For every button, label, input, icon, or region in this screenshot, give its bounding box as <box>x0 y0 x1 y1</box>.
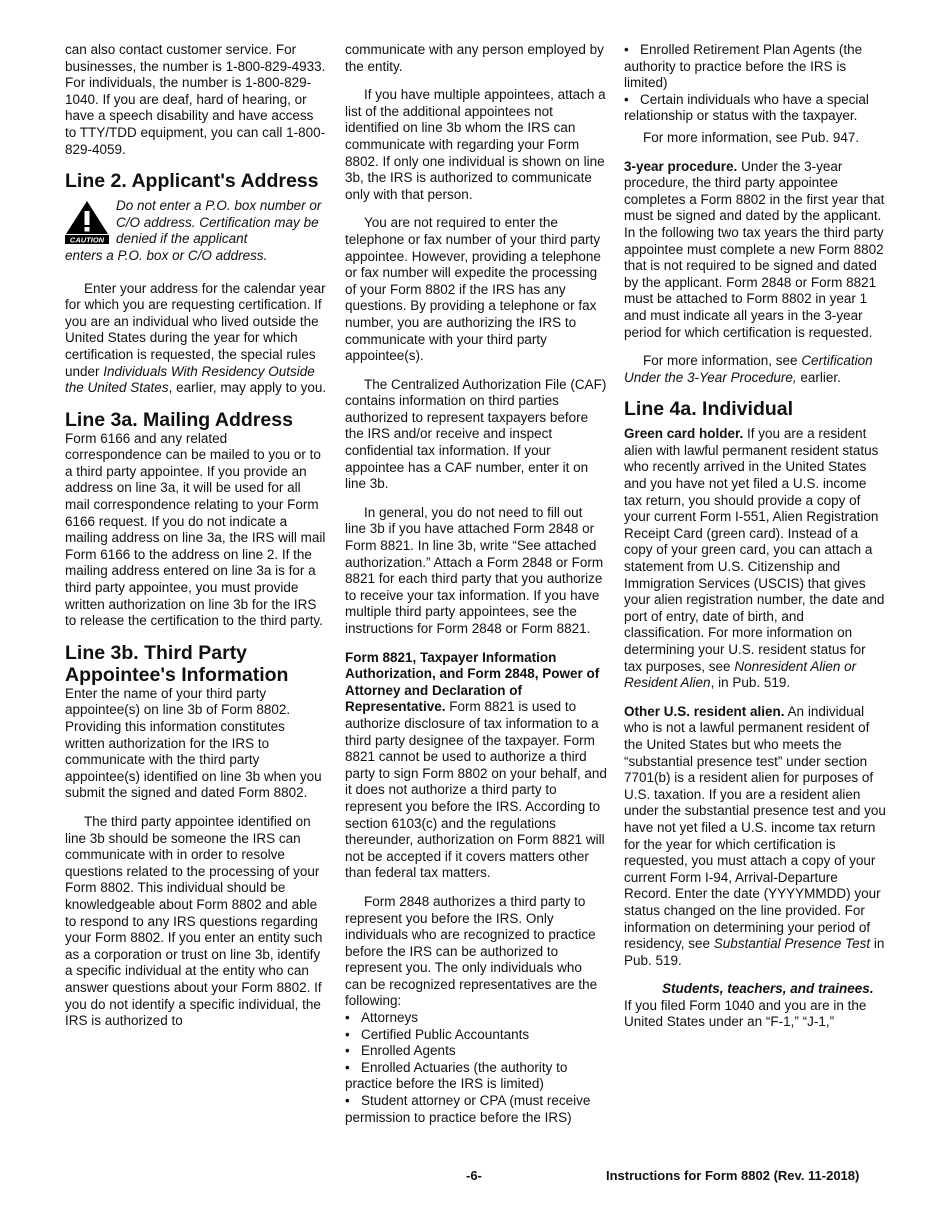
form-8821-heading: Form 8821, Taxpayer Information Authorization, and Form 2848, Power of Attorney and Declaration of Representative. <box>345 649 600 715</box>
three-year-paragraph <box>624 159 886 342</box>
students-heading: Students, teachers, and trainees. <box>662 981 874 997</box>
footer-title: Instructions for Form 8802 (Rev. 11-2018) <box>606 1168 860 1183</box>
green-card-reference: Nonresident Alien or Resident Alien <box>624 658 857 691</box>
other-resident-reference: Substantial Presence Test <box>713 936 871 952</box>
address-paragraph <box>65 281 327 397</box>
more-info-reference: Certification Under the 3-Year Procedure, <box>624 353 873 385</box>
pub-947-paragraph: For more information, see Pub. 947. <box>643 129 860 145</box>
heading-line-3b: Line 3b. Third Party Appointee's Information <box>65 641 289 686</box>
three-year-text: Under the 3-year procedure, the third party appointee completes a Form 8802 in the first year that must be signed and dated by the applicant. In the following two tax years the third party appointee must complete a new Form 8802 that is not required to be signed and dated by the applicant. Form 2848 or Form 8821 must be attached to Form 8802 in year 1 and must indicate all years in the 3-year period for which certification is requested. <box>624 158 885 340</box>
other-resident-paragraph <box>624 704 886 970</box>
phone-paragraph: You are not required to enter the telephone or fax number of your third party appointee. However, providing a telephone or fax number will expedite the processing of your Form 8802 if the IRS has any questions. By providing a telephone or fax number, you are authorizing the IRS to communicate with your third party appointee(s). <box>345 215 601 364</box>
address-text: Enter your address for the calendar year for which you are requesting certification. If you are an individual who lived outside the United States during the year for which certification is requested, the special rules under <box>65 280 326 379</box>
mailing-paragraph: Form 6166 and any related correspondence can be mailed to you or to a third party appointee. If you provide an address on line 3a, it will be used for all mail correspondence relating to your Form 6166 request. If you do not indicate a mailing address on line 3a, the IRS will mail Form 6166 to the address on line 2. If the mailing address entered on line 3a is for a third party appointee, you must provide written authorization on line 3b for the IRS to release the certification to the third party. <box>65 430 326 629</box>
appointee-paragraph-2: The third party appointee identified on line 3b should be someone the IRS can communicate with in order to resolve questions related to the processing of your Form 8802. This individual should be knowledgeable about Form 8802 and able to respond to any IRS questions regarding your Form 8802. If you enter an entity such as a corporation or trust on line 3b, identify a specific individual at the entity who can answer questions about your Form 8802. If you do not identify a specific individual, the IRS is authorized to <box>65 813 323 1029</box>
more-info-paragraph <box>624 353 886 386</box>
list-item: • Enrolled Retirement Plan Agents (the authority to practice before the IRS is limited) <box>624 42 886 92</box>
address-reference: Individuals With Residency Outside the United States <box>65 363 315 396</box>
students-text: If you filed Form 1040 and you are in the United States under an “F-1,” “J-1,” <box>624 997 867 1030</box>
page-number: -6- <box>466 1168 482 1183</box>
column-middle <box>345 42 607 1126</box>
students-paragraph <box>624 981 886 1031</box>
list-item: • Certain individuals who have a special relationship or status with the taxpayer. <box>624 92 886 125</box>
caution-note <box>65 198 327 264</box>
list-item: • Student attorney or CPA (must receive permission to practice before the IRS) <box>345 1093 607 1126</box>
more-info-text-end: earlier. <box>796 369 841 385</box>
list-item: • Certified Public Accountants <box>345 1027 607 1044</box>
list-item: • Enrolled Agents <box>345 1043 607 1060</box>
green-card-heading: Green card holder. <box>624 426 744 442</box>
appointee-paragraph-1: Enter the name of your third party appointee(s) on line 3b of Form 8802. Providing this information constitutes written authorization for the IRS to communicate with the third party appointee(s) identified on line 3b when you submit the signed and dated Form 8802. <box>65 685 322 801</box>
column-right <box>624 42 886 1043</box>
address-text-end: , earlier, may apply to you. <box>168 380 327 396</box>
other-resident-heading: Other U.S. resident alien. <box>624 703 785 719</box>
green-card-text: If you are a resident alien with lawful permanent resident status who recently arrived in the United States and you have not yet filed a U.S. income tax return, you should provide a copy of your current Form I-551, Alien Registration Receipt Card (green card). Instead of a copy of your green card, you can attach a statement from U.S. Citizenship and Immigration Services (USCIS) that gives your alien registration number, the date and port of entry, date of birth, and classification. For more information on determining your U.S. resident status for tax purposes, see <box>624 426 885 674</box>
column-left <box>65 42 327 1042</box>
other-resident-text: An individual who is not a lawful permanent resident of the United States but who meets the “substantial presence test” under section 7701(b) is a resident alien for purposes of U.S. taxation. If you are a resident alien under the substantial presence test and you have not yet filed a U.S. income tax return for the year for which certification is requested, you must attach a copy of your current Form I-94, Arrival-Departure Record. Enter the date (YYYYMMDD) your status changed on the line provided. For information on determining your period of residency, see <box>624 703 886 952</box>
multiple-appointees-paragraph: If you have multiple appointees, attach a list of the additional appointees not identified on line 3b whom the IRS can communicate with regarding your Form 8802. If only one individual is shown on line 3b, the IRS is authorized to communicate only with that person. <box>345 87 606 202</box>
form-8821-paragraph <box>345 650 607 882</box>
form-8821-text: Form 8821 is used to authorize disclosure of tax information to a third party designee of the taxpayer. Form 8821 cannot be used to authorize a third party to sign Form 8802 on your behalf, and it does not authorize a third party to represent you before the IRS. According to section 6103(c) and the regulations thereunder, authorization on Form 8821 will not be accepted if it covers matters other than federal tax matters. <box>345 699 607 881</box>
form-2848-paragraph: Form 2848 authorizes a third party to represent you before the IRS. Only individuals who are recognized to practice before the IRS can be authorized to represent you. The only individuals who can be recognized representatives are the following: <box>345 893 598 1009</box>
contact-paragraph: can also contact customer service. For businesses, the number is 1-800-829-4933. For individuals, the number is 1-800-829-1040. If you are deaf, hard of hearing, or have a speech disability and have access to TTY/TDD equipment, you can call 1-800-829-4059. <box>65 42 326 157</box>
list-item: • Enrolled Actuaries (the authority to practice before the IRS is limited) <box>345 1060 607 1093</box>
green-card-text-end: , in Pub. 519. <box>710 675 791 691</box>
continued-paragraph: communicate with any person employed by the entity. <box>345 42 604 74</box>
caution-label: CAUTION <box>69 235 105 245</box>
representatives-list <box>345 1010 607 1126</box>
caution-icon <box>65 200 109 244</box>
caution-text: Do not enter a P.O. box number or C/O address. Certification may be denied if the applicant <box>116 198 322 247</box>
heading-line-4a: Line 4a. Individual <box>624 398 794 421</box>
green-card-paragraph <box>624 426 886 692</box>
more-info-text: For more information, see <box>643 353 802 369</box>
other-resident-text-end: in Pub. 519. <box>624 936 885 968</box>
list-item: • Attorneys <box>345 1010 607 1027</box>
general-paragraph: In general, you do not need to fill out line 3b if you have attached Form 2848 or Form 8821. In line 3b, write “See attached authorization.” Attach a Form 2848 or Form 8821 for each third party that you authorize to receive your tax information. If you have multiple third party appointees, see the instructions for Form 2848 or Form 8821. <box>345 504 604 636</box>
representatives-list-continued <box>624 42 886 125</box>
three-year-heading: 3-year procedure. <box>624 158 738 174</box>
caf-paragraph: The Centralized Authorization File (CAF) contains information on third parties authorized to represent taxpayers before the IRS and/or receive and inspect confidential tax information. If your appointee has a CAF number, enter it on line 3b. <box>345 376 607 492</box>
caution-text-tail: enters a P.O. box or C/O address. <box>65 247 268 263</box>
heading-line-3a: Line 3a. Mailing Address <box>65 408 293 431</box>
heading-line-2: Line 2. Applicant's Address <box>65 170 319 193</box>
